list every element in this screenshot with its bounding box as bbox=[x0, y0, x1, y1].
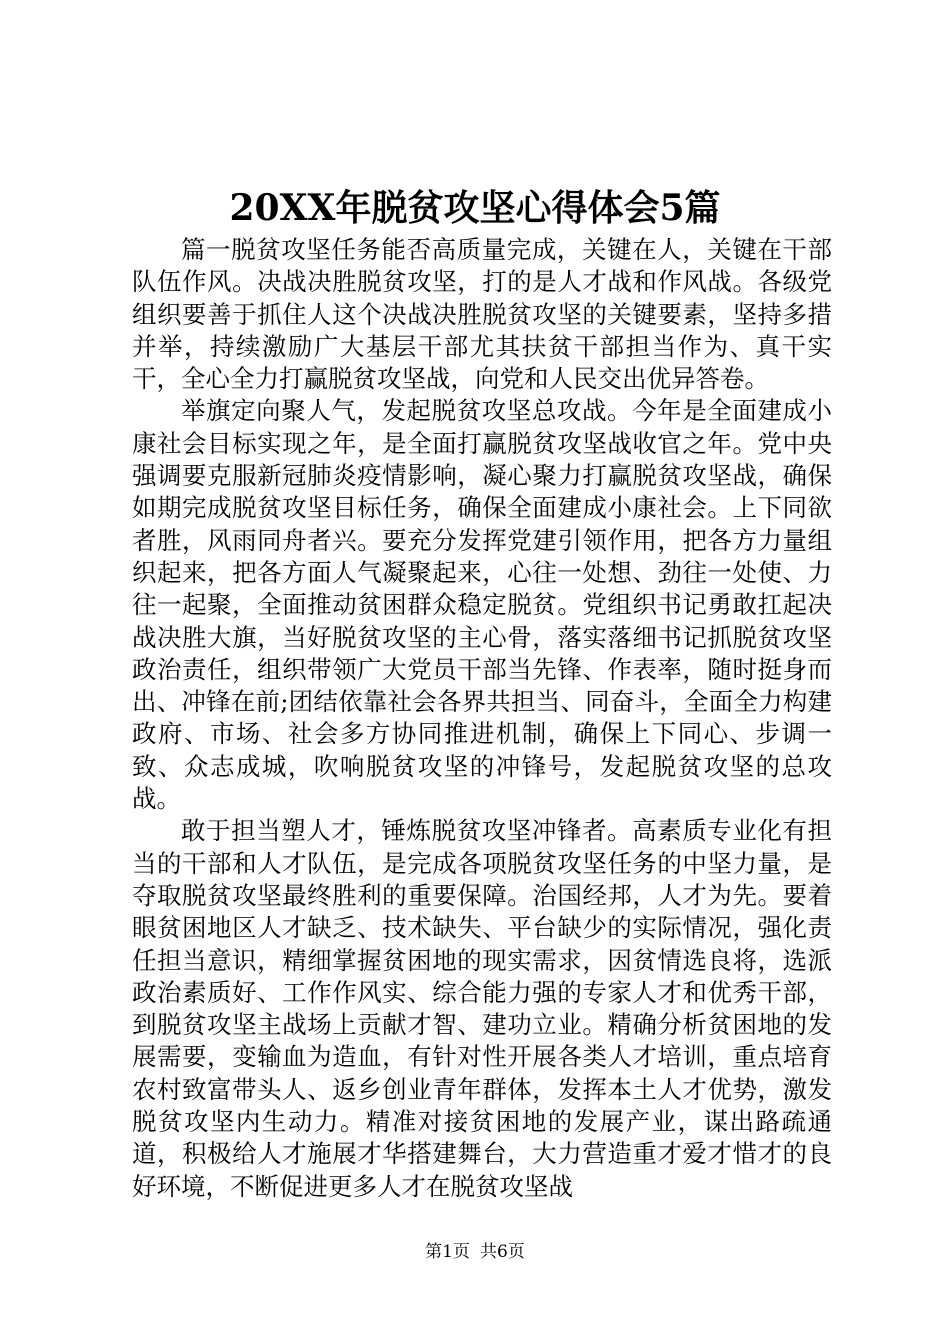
page-footer bbox=[0, 1240, 950, 1264]
paragraph-2: 举旗定向聚人气，发起脱贫攻坚总攻战。今年是全面建成小康社会目标实现之年，是全面打赢脱贫攻坚战收官之年。党中央强调要克服新冠肺炎疫情影响，凝心聚力打赢脱贫攻坚战，确保如期完成脱贫攻坚目标任务，确保全面建成小康社会。上下同欲者胜，风雨同舟者兴。要充分发挥党建引领作用，把各方力量组织起来，把各方面人气凝聚起来，心往一处想、劲往一处使、力往一起聚，全面推动贫困群众稳定脱贫。党组织书记勇敢扛起决战决胜大旗，当好脱贫攻坚的主心骨，落实落细书记抓脱贫攻坚政治责任，组织带领广大党员干部当先锋、作表率，随时挺身而出、冲锋在前;团结依靠社会各界共担当、同奋斗，全面全力构建政府、市场、社会多方协同推进机制，确保上下同心、步调一致、众志成城，吹响脱贫攻坚的冲锋号，发起脱贫攻坚的总攻战。 bbox=[132, 396, 832, 814]
paragraph-1: 篇一脱贫攻坚任务能否高质量完成，关键在人，关键在干部队伍作风。决战决胜脱贫攻坚，打的是人才战和作风战。各级党组织要善于抓住人这个决战决胜脱贫攻坚的关键要素，坚持多措并举，持续激励广大基层干部尤其扶贫干部担当作为、真干实干，全心全力打赢脱贫攻坚战，向党和人民交出优异答卷。 bbox=[132, 235, 832, 394]
document-title: 20XX年脱贫攻坚心得体会5篇 bbox=[229, 187, 721, 229]
paragraph-3: 敢于担当塑人才，锤炼脱贫攻坚冲锋者。高素质专业化有担当的干部和人才队伍，是完成各项脱贫攻坚任务的中坚力量，是夺取脱贫攻坚最终胜利的重要保障。治国经邦，人才为先。要着眼贫困地区人才缺乏、技术缺失、平台缺少的实际情况，强化责任担当意识，精细掌握贫困地的现实需求，因贫情选良将，选派政治素质好、工作作风实、综合能力强的专家人才和优秀干部，到脱贫攻坚主战场上贡献才智、建功立业。精确分析贫困地的发展需要，变输血为造血，有针对性开展各类人才培训，重点培育农村致富带头人、返乡创业青年群体，发挥本土人才优势，激发脱贫攻坚内生动力。精准对接贫困地的发展产业，谋出路疏通道，积极给人才施展才华搭建舞台，大力营造重才爱才惜才的良好环境，不断促进更多人才在脱贫攻坚战 bbox=[132, 816, 832, 1201]
document-body bbox=[132, 234, 832, 1203]
page-total: 共6页 bbox=[480, 1242, 525, 1262]
page-number: 第1页 bbox=[425, 1242, 470, 1262]
